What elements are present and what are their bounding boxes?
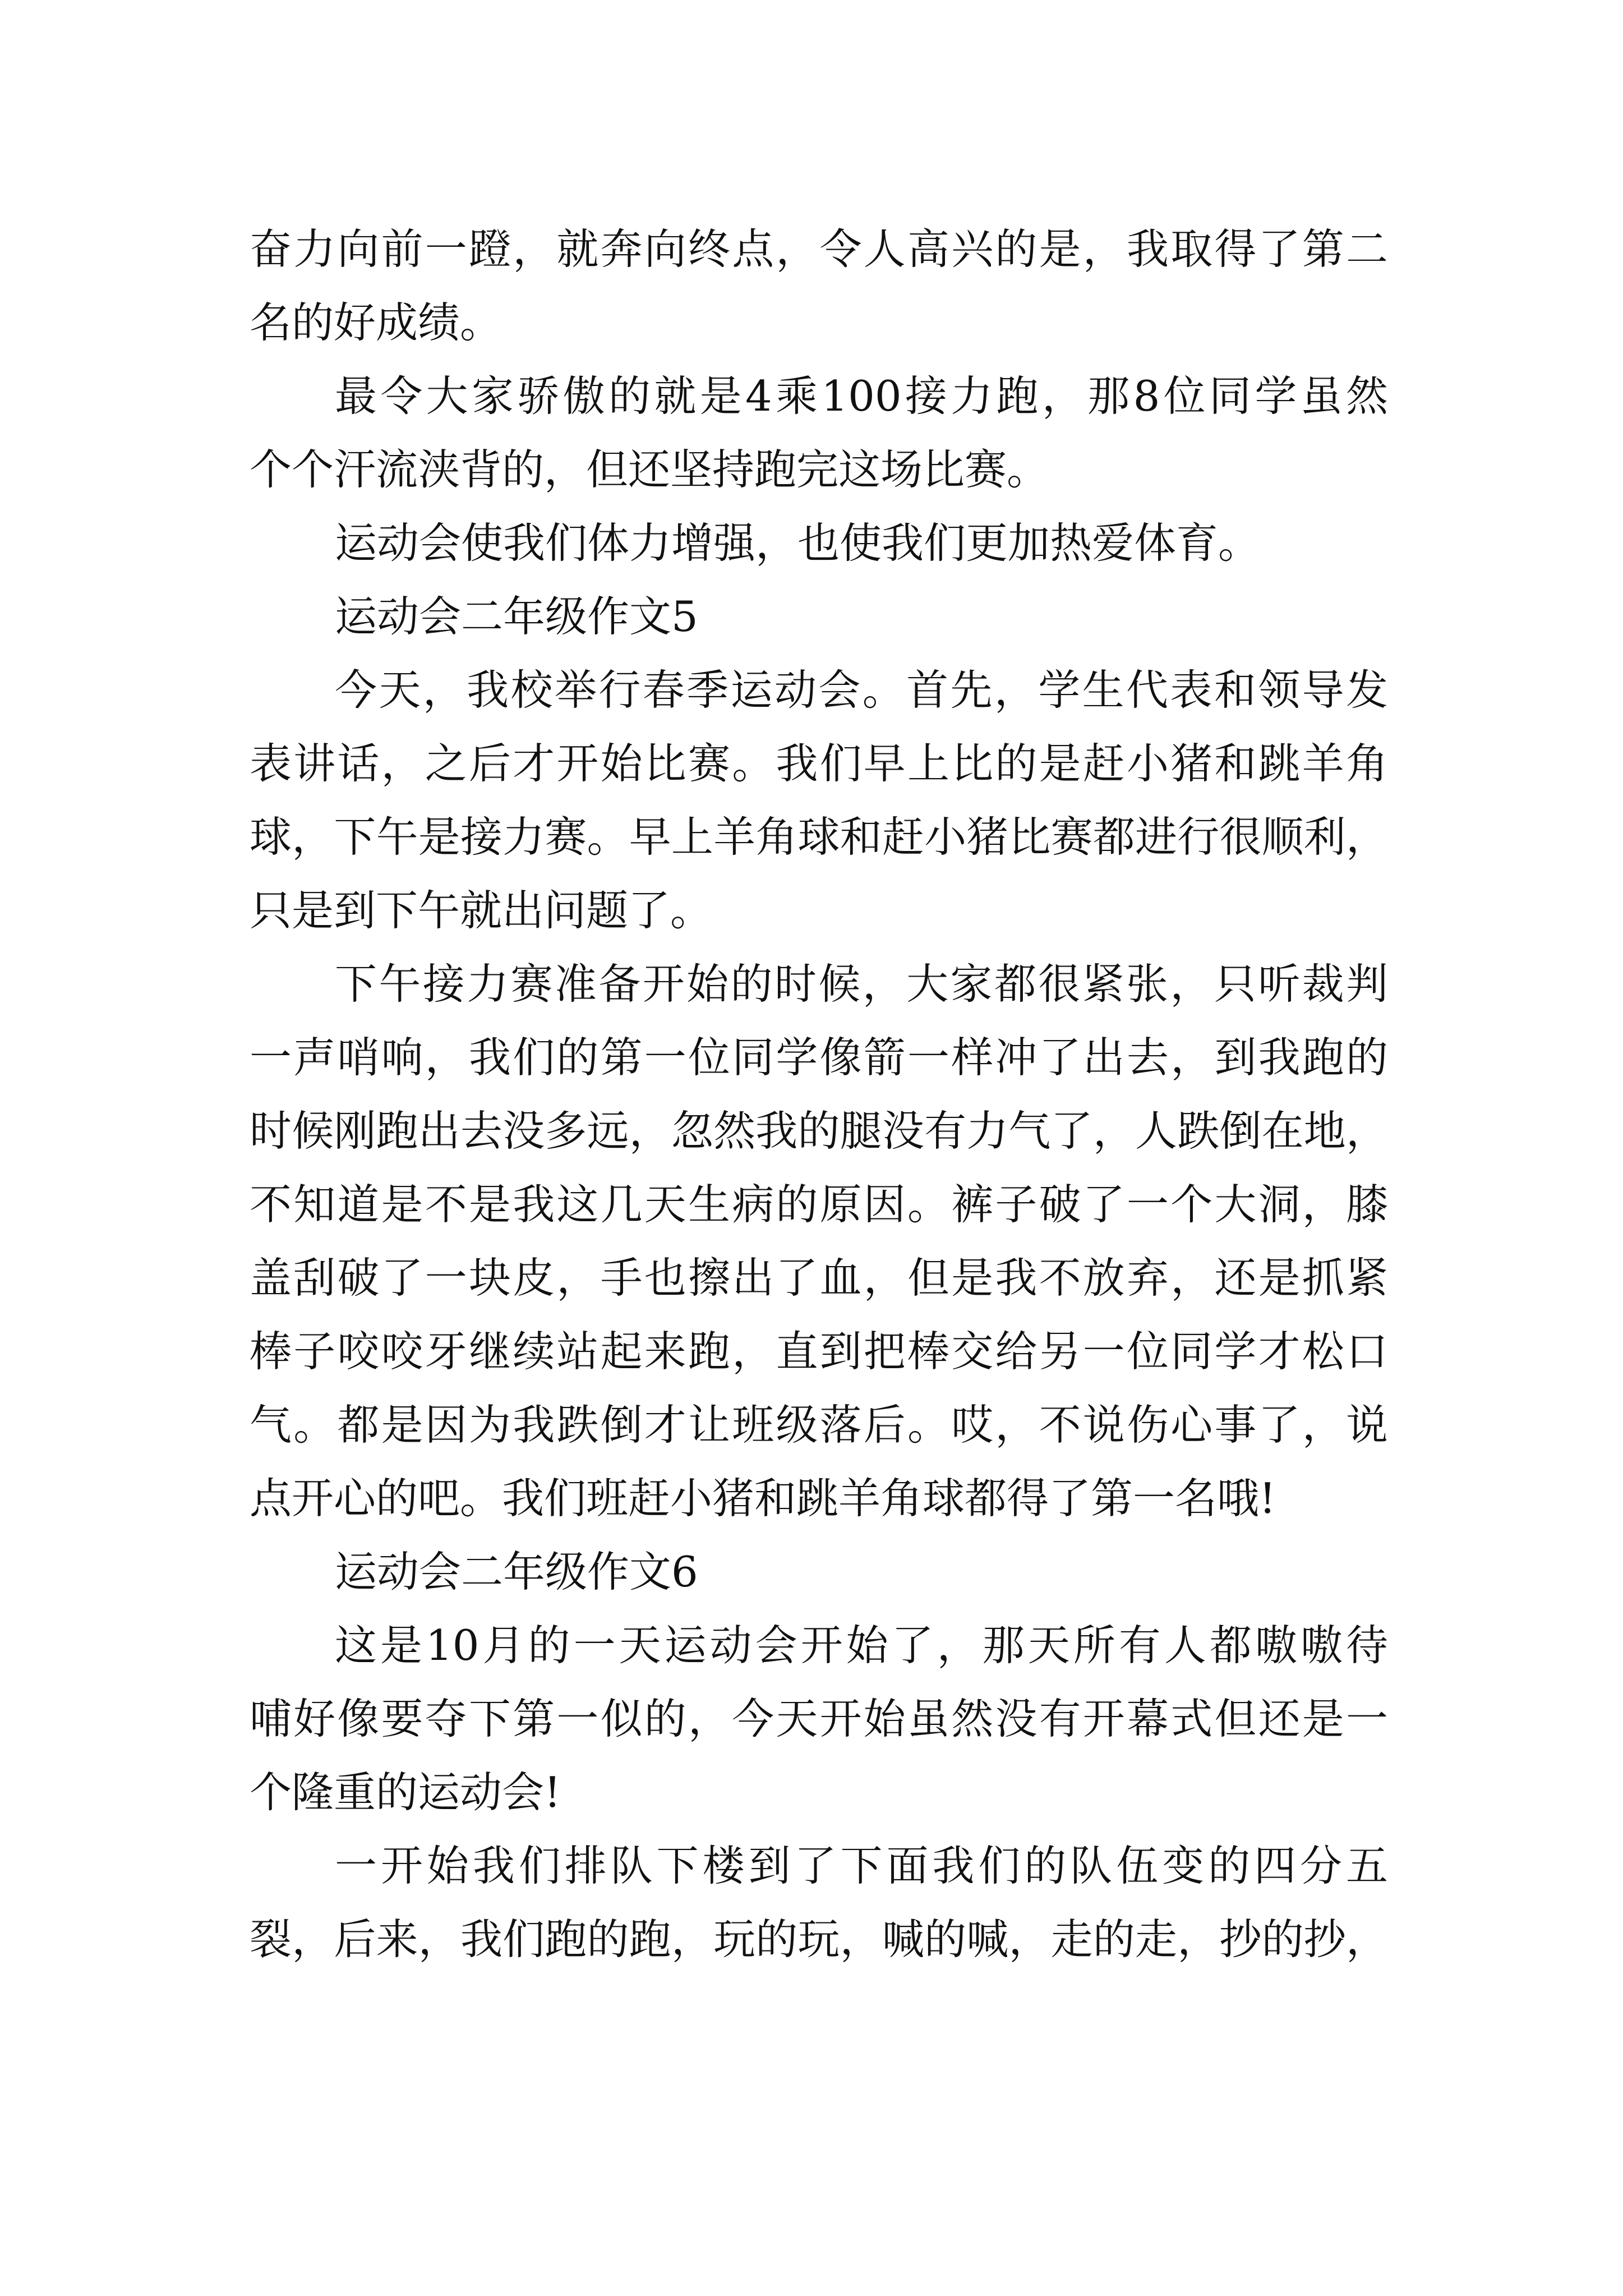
text-line: 一声哨响，我们的第一位同学像箭一样冲了出去，到我跑的 [250,1033,1388,1082]
text-line: 一开始我们排队下楼到了下面我们的队伍变的四分五 [335,1841,1388,1890]
text-line: 最令大家骄傲的就是4乘100接力跑，那8位同学虽然 [335,371,1388,421]
text-line: 个隆重的运动会! [250,1768,561,1817]
text-line: 只是到下午就出问题了。 [250,886,713,935]
text-line: 名的好成绩。 [250,298,502,347]
text-line: 表讲话，之后才开始比赛。我们早上比的是赶小猪和跳羊角 [250,739,1388,788]
text-line: 哺好像要夺下第一似的，今天开始虽然没有开幕式但还是一 [250,1694,1388,1743]
text-line: 不知道是不是我这几天生病的原因。裤子破了一个大洞，膝 [250,1180,1388,1229]
section-heading: 运动会二年级作文6 [335,1547,698,1596]
text-line: 球，下午是接力赛。早上羊角球和赶小猪比赛都进行很顺利， [250,812,1388,862]
text-line: 个个汗流浃背的，但还坚持跑完这场比赛。 [250,445,1049,494]
text-line: 气。都是因为我跌倒才让班级落后。哎，不说伤心事了，说 [250,1400,1388,1450]
section-heading: 运动会二年级作文5 [335,592,698,641]
text-line: 运动会使我们体力增强，也使我们更加热爱体育。 [335,518,1261,568]
text-line: 奋力向前一蹬，就奔向终点，令人高兴的是，我取得了第二 [250,224,1388,274]
text-line: 裂，后来，我们跑的跑，玩的玩，喊的喊，走的走，抄的抄， [250,1915,1388,1964]
text-line: 棒子咬咬牙继续站起来跑，直到把棒交给另一位同学才松口 [250,1327,1388,1376]
text-line: 点开心的吧。我们班赶小猪和跳羊角球都得了第一名哦! [250,1474,1276,1523]
text-line: 下午接力赛准备开始的时候，大家都很紧张，只听裁判 [335,959,1388,1009]
text-line: 今天，我校举行春季运动会。首先，学生代表和领导发 [335,665,1388,715]
text-line: 时候刚跑出去没多远，忽然我的腿没有力气了，人跌倒在地， [250,1106,1388,1156]
text-line: 盖刮破了一块皮，手也擦出了血，但是我不放弃，还是抓紧 [250,1253,1388,1303]
text-line: 这是10月的一天运动会开始了，那天所有人都嗷嗷待 [335,1621,1388,1670]
